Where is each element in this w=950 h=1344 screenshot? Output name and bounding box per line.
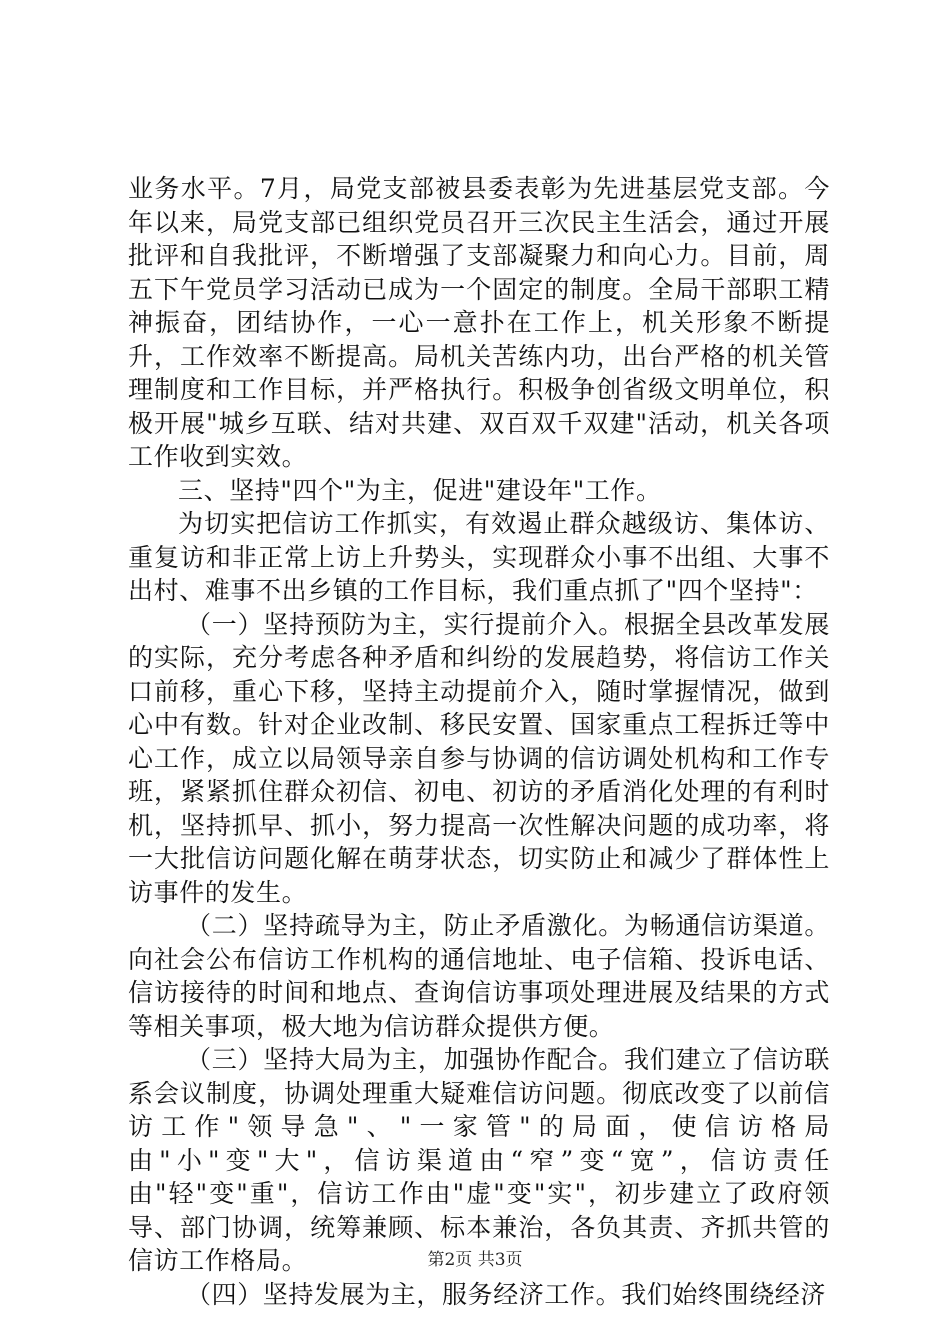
paragraph-item-4: （四）坚持发展为主，服务经济工作。我们始终围绕经济 [186, 1279, 827, 1309]
paragraph-item-1: （一）坚持预防为主，实行提前介入。根据全县改革发展的实际，充分考虑各种矛盾和纠纷的发展趋势，将信访工作关口前移，重心下移，坚持主动提前介入，随时掌握情况，做到心中有数。针对企业改制、移民安置、国家重点工程拆迁等中心工作，成立以局领导亲自参与协调的信访调处机构和工作专班，紧紧抓住群众初信、初电、初访的矛盾消化处理的有利时机，坚持抓早、抓小，努力提高一次性解决问题的成功率，将一大批信访问题化解在萌芽状态，切实防止和减少了群体性上访事件的发生。 [128, 609, 830, 907]
document-body [128, 172, 830, 1311]
paragraph-intro: 为切实把信访工作抓实，有效遏止群众越级访、集体访、重复访和非正常上访上升势头，实现群众小事不出组、大事不出村、难事不出乡镇的工作目标，我们重点抓了"四个坚持"： [128, 509, 830, 605]
paragraph-item-3: （三）坚持大局为主，加强协作配合。我们建立了信访联系会议制度，协调处理重大疑难信访问题。彻底改变了以前信访工作"领导急"、"一家管"的局面，使信访格局由"小"变"大"，信访渠道由“窄”变“宽”，信访责任由"轻"变"重"，信访工作由"虚"变"实"，初步建立了政府领导、部门协调，统筹兼顾、标本兼治，各负其责、齐抓共管的信访工作格局。 [128, 1045, 830, 1275]
paragraph-continuation: 业务水平。7月，局党支部被县委表彰为先进基层党支部。今年以来，局党支部已组织党员召开三次民主生活会，通过开展批评和自我批评，不断增强了支部凝聚力和向心力。目前，周五下午党员学习活动已成为一个固定的制度。全局干部职工精神振奋，团结协作，一心一意扑在工作上，机关形象不断提升，工作效率不断提高。局机关苦练内功，出台严格的机关管理制度和工作目标，并严格执行。积极争创省级文明单位，积极开展"城乡互联、结对共建、双百双千双建"活动，机关各项工作收到实效。 [128, 174, 830, 471]
section-heading: 三、坚持"四个"为主，促进"建设年"工作。 [178, 475, 662, 505]
page-number-footer: 第2页 共3页 [427, 1250, 523, 1270]
paragraph-item-2: （二）坚持疏导为主，防止矛盾激化。为畅通信访渠道。向社会公布信访工作机构的通信地址、电子信箱、投诉电话、信访接待的时间和地点、查询信访事项处理进展及结果的方式等相关事项，极大地为信访群众提供方便。 [128, 911, 830, 1041]
